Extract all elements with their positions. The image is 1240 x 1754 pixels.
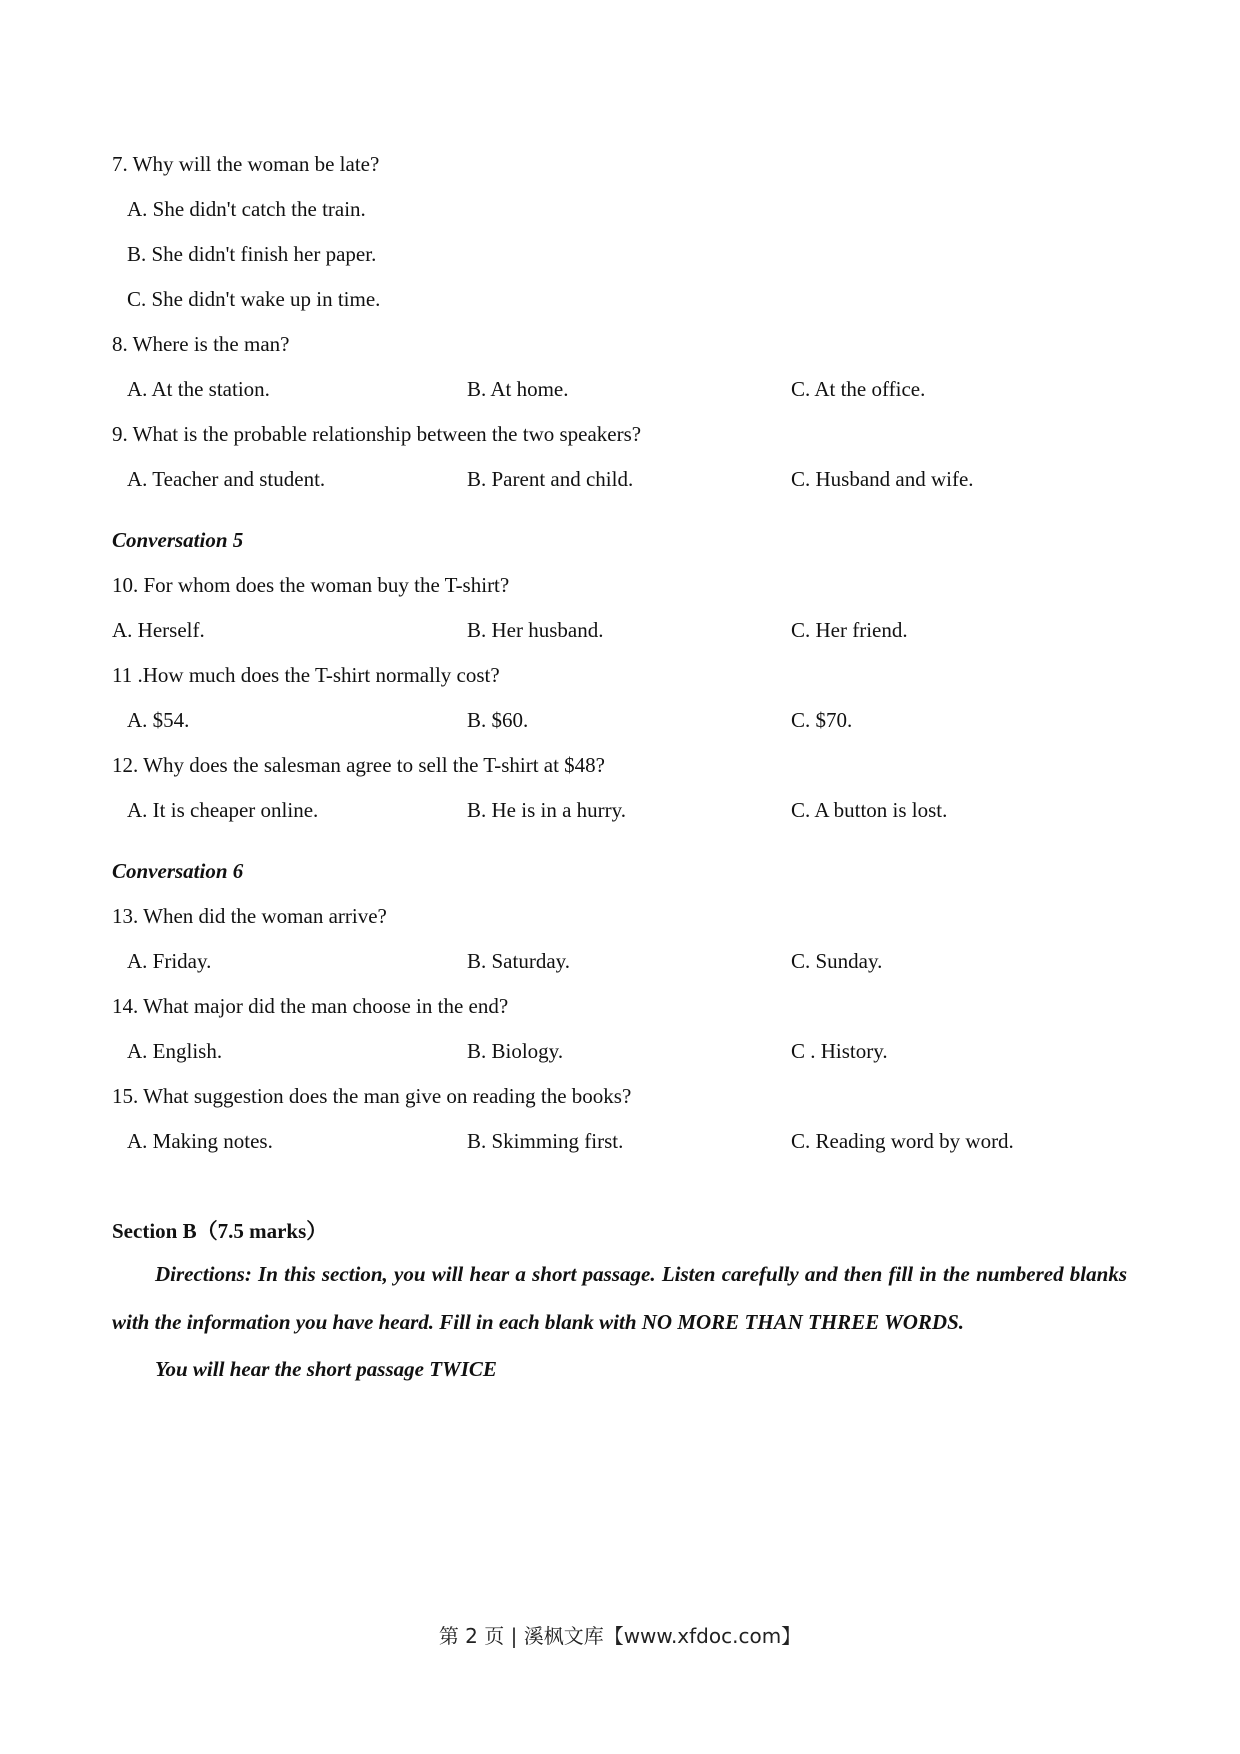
question-text: Where is the man? (132, 332, 290, 356)
option-8a: A. At the station. (127, 377, 270, 401)
option-10a: A. Herself. (112, 618, 205, 642)
question-text: Why does the salesman agree to sell the T-shirt at $48? (143, 753, 606, 777)
option-15b: B. Skimming first. (467, 1129, 624, 1153)
question-text: When did the woman arrive? (143, 904, 387, 928)
question-number: 10. (112, 573, 139, 597)
page-footer: 第 2 页 | 溪枫文库【www.xfdoc.com】 (438, 1624, 802, 1648)
conversation-heading: Conversation 5 (112, 528, 244, 552)
question-11 (112, 661, 500, 689)
question-12 (112, 751, 605, 779)
option-8b: B. At home. (467, 377, 569, 401)
option-9c: C. Husband and wife. (791, 467, 974, 491)
option-14c: C . History. (791, 1039, 888, 1063)
option-8c: C. At the office. (791, 377, 926, 401)
option-11a: A. $54. (127, 708, 190, 732)
section-b-directions: Directions: In this section, you will hear a short passage. Listen carefully and then fill in the numbered blanks with the information you have heard. Fill in each blank with NO MORE THAN THREE WORDS. (112, 1262, 1127, 1334)
question-8 (112, 330, 289, 358)
question-number: 8. (112, 332, 128, 356)
question-number: 13. (112, 904, 139, 928)
option-14a: A. English. (127, 1039, 223, 1063)
question-text: What major did the man choose in the end? (143, 994, 509, 1018)
option-13a: A. Friday. (127, 949, 212, 973)
option-9a: A. Teacher and student. (127, 467, 326, 491)
option-12c: C. A button is lost. (791, 798, 948, 822)
question-7 (112, 150, 379, 178)
question-9 (112, 420, 641, 448)
question-10 (112, 571, 509, 599)
option-11c: C. $70. (791, 708, 853, 732)
question-13 (112, 902, 387, 930)
option-7c: C. She didn't wake up in time. (127, 287, 381, 311)
question-number: 14. (112, 994, 139, 1018)
option-14b: B. Biology. (467, 1039, 564, 1063)
question-number: 7. (112, 152, 128, 176)
question-text: What is the probable relationship between the two speakers? (132, 422, 642, 446)
question-text: For whom does the woman buy the T-shirt? (143, 573, 510, 597)
question-number: 11 . (112, 663, 143, 687)
option-10c: C. Her friend. (791, 618, 908, 642)
option-10b: B. Her husband. (467, 618, 604, 642)
option-13c: C. Sunday. (791, 949, 883, 973)
option-12b: B. He is in a hurry. (467, 798, 627, 822)
question-number: 15. (112, 1084, 139, 1108)
section-b-title: Section B（7.5 marks） (112, 1219, 328, 1243)
option-7b: B. She didn't finish her paper. (127, 242, 377, 266)
question-text: How much does the T-shirt normally cost? (142, 663, 500, 687)
conversation-heading: Conversation 6 (112, 859, 244, 883)
question-number: 12. (112, 753, 139, 777)
question-text: Why will the woman be late? (132, 152, 380, 176)
question-15 (112, 1082, 631, 1110)
option-15c: C. Reading word by word. (791, 1129, 1014, 1153)
option-13b: B. Saturday. (467, 949, 571, 973)
option-12a: A. It is cheaper online. (127, 798, 319, 822)
option-15a: A. Making notes. (127, 1129, 273, 1153)
section-b-note: You will hear the short passage TWICE (155, 1357, 497, 1381)
question-14 (112, 992, 508, 1020)
question-number: 9. (112, 422, 128, 446)
option-7a: A. She didn't catch the train. (127, 197, 366, 221)
option-9b: B. Parent and child. (467, 467, 634, 491)
option-11b: B. $60. (467, 708, 529, 732)
question-text: What suggestion does the man give on reading the books? (143, 1084, 632, 1108)
